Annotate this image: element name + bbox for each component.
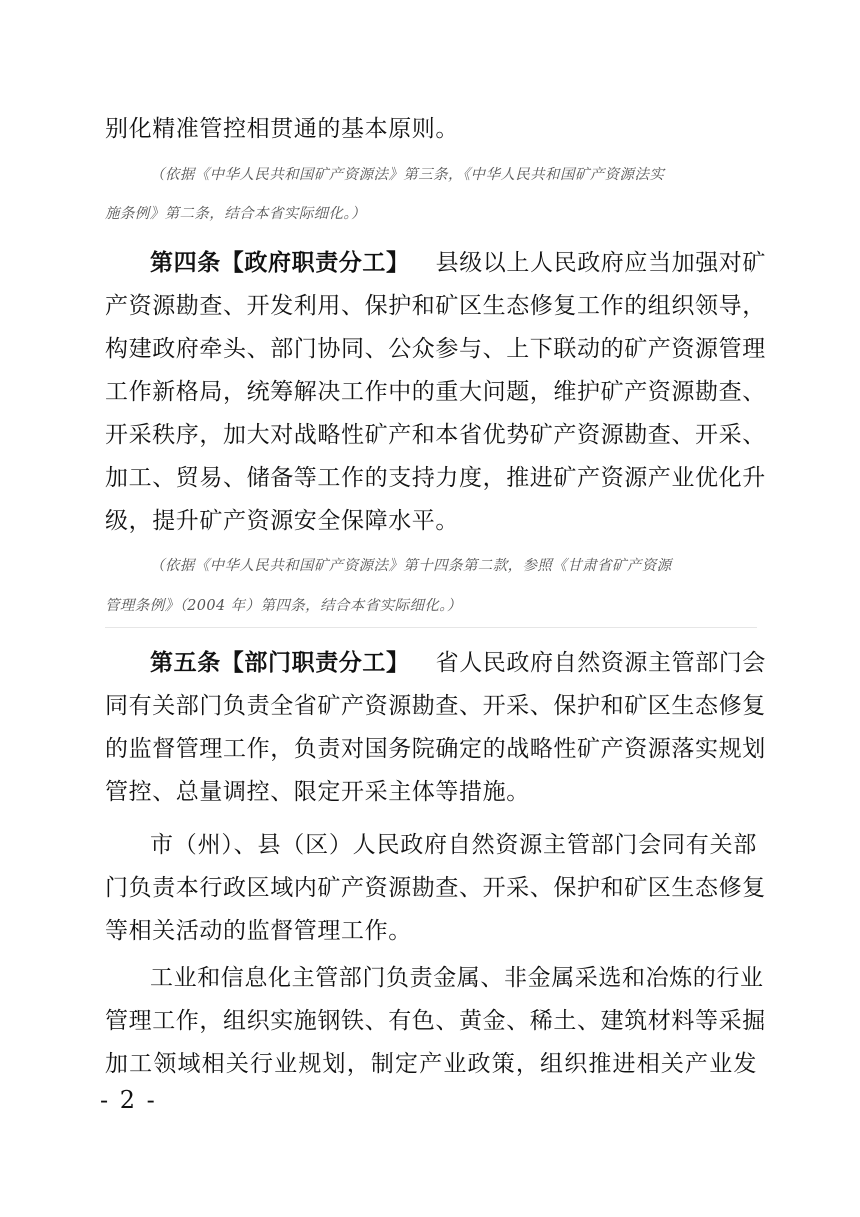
article4-first-line: [150, 245, 767, 281]
article5-para2-line2: 门负责本行政区域内矿产资源勘查、开采、保护和矿区生态修复: [105, 875, 766, 901]
article4-heading: 第四条【政府职责分工】: [150, 250, 410, 276]
article5-para3-line3: 加工领域相关行业规划，制定产业政策，组织推进相关产业发: [105, 1051, 757, 1077]
article4-source-note-line1: （依据《中华人民共和国矿产资源法》第十四条第二款，参照《甘肃省矿产资源: [150, 558, 672, 574]
article4-text-line3: 构建政府牵头、部门协同、公众参与、上下联动的矿产资源管理: [105, 336, 766, 362]
article3-source-note-line1: （依据《中华人民共和国矿产资源法》第三条，《中华人民共和国矿产资源法实: [150, 167, 665, 183]
article5-text-line4: 管控、总量调控、限定开采主体等措施。: [105, 779, 530, 805]
article5-text-line2: 同有关部门负责全省矿产资源勘查、开采、保护和矿区生态修复: [105, 693, 766, 719]
article5-heading: 第五条【部门职责分工】: [150, 650, 410, 676]
article4-text-line4: 工作新格局，统筹解决工作中的重大问题，维护矿产资源勘查、: [105, 379, 766, 405]
article5-para2-line3: 等相关活动的监督管理工作。: [105, 918, 412, 944]
article3-tail-text: 别化精准管控相贯通的基本原则。: [105, 116, 459, 142]
article5-text-line1: 省人民政府自然资源主管部门会: [435, 650, 767, 676]
article4-source-note-line2: 管理条例》（2004 年）第四条，结合本省实际细化。）: [105, 598, 462, 614]
article5-text-line3: 的监督管理工作，负责对国务院确定的战略性矿产资源落实规划: [105, 736, 766, 762]
article5-para3-line1: 工业和信息化主管部门负责金属、非金属采选和冶炼的行业: [150, 965, 764, 991]
article4-text-line2: 产资源勘查、开发利用、保护和矿区生态修复工作的组织领导，: [105, 293, 766, 319]
page-number: - 2 -: [100, 1086, 157, 1114]
article3-source-note-line2: 施条例》第二条，结合本省实际细化。）: [105, 206, 366, 222]
article4-text-line5: 开采秩序，加大对战略性矿产和本省优势矿产资源勘查、开采、: [105, 422, 766, 448]
article5-para2-line1: 市（州）、县（区）人民政府自然资源主管部门会同有关部: [150, 832, 757, 858]
article5-first-line: [150, 645, 767, 681]
article4-text-line6: 加工、贸易、储备等工作的支持力度，推进矿产资源产业优化升: [105, 465, 766, 491]
article5-para3-line2: 管理工作，组织实施钢铁、有色、黄金、稀土、建筑材料等采掘: [105, 1008, 766, 1034]
article4-text-line7: 级，提升矿产资源安全保障水平。: [105, 508, 459, 534]
section-divider: [105, 627, 757, 628]
article4-text-line1: 县级以上人民政府应当加强对矿: [435, 250, 767, 276]
